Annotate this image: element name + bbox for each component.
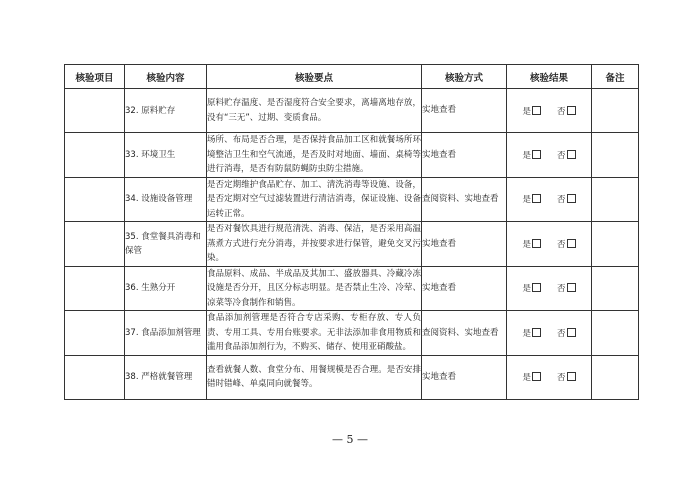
no-checkbox[interactable] xyxy=(567,328,576,337)
header-content: 核验内容 xyxy=(125,65,207,89)
table-row xyxy=(65,133,639,178)
header-result: 核验结果 xyxy=(507,65,592,89)
result-cell xyxy=(507,311,592,356)
method-cell: 实地查看 xyxy=(422,89,507,133)
no-checkbox[interactable] xyxy=(567,372,576,381)
method-cell: 查阅资料、实地查看 xyxy=(422,177,507,222)
no-option[interactable] xyxy=(557,329,576,339)
points-cell: 食品原料、成品、半成品及其加工、盛放器具、冷藏冷冻设施是否分开，且区分标志明显。是否禁止生冷、冷荤、凉菜等冷食制作和销售。 xyxy=(207,266,422,311)
points-cell: 场所、布局是否合理，是否保持食品加工区和就餐场所环境整洁卫生和空气流通，是否及时对地面、墙面、桌椅等进行消毒，是否有防鼠防蝇防虫防尘措施。 xyxy=(207,133,422,178)
yes-label: 是 xyxy=(522,195,531,206)
note-cell xyxy=(592,266,639,311)
no-label: 否 xyxy=(557,150,566,161)
yes-checkbox[interactable] xyxy=(532,283,541,292)
yes-option[interactable] xyxy=(522,373,541,383)
content-cell: 34. 设施设备管理 xyxy=(125,177,207,222)
table-row xyxy=(65,177,639,222)
yes-checkbox[interactable] xyxy=(532,194,541,203)
table-row xyxy=(65,89,639,133)
no-option[interactable] xyxy=(557,151,576,161)
category-cell xyxy=(65,89,125,133)
yes-option[interactable] xyxy=(522,240,541,250)
points-cell: 是否对餐饮具进行规范清洗、消毒、保洁，是否采用高温蒸煮方式进行充分消毒，并按要求进行保管，避免交叉污染。 xyxy=(207,222,422,267)
method-cell: 查阅资料、实地查看 xyxy=(422,311,507,356)
yes-label: 是 xyxy=(522,328,531,339)
no-label: 否 xyxy=(557,195,566,206)
note-cell xyxy=(592,311,639,356)
yes-label: 是 xyxy=(522,150,531,161)
table-row xyxy=(65,222,639,267)
content-cell: 32. 原料贮存 xyxy=(125,89,207,133)
yes-checkbox[interactable] xyxy=(532,239,541,248)
table-row xyxy=(65,355,639,399)
no-option[interactable] xyxy=(557,240,576,250)
yes-label: 是 xyxy=(522,239,531,250)
note-cell xyxy=(592,89,639,133)
yes-checkbox[interactable] xyxy=(532,328,541,337)
no-option[interactable] xyxy=(557,373,576,383)
yes-label: 是 xyxy=(522,373,531,383)
yes-label: 是 xyxy=(522,106,531,117)
category-cell xyxy=(65,311,125,356)
category-cell xyxy=(65,355,125,399)
points-cell: 查看就餐人数、食堂分布、用餐规模是否合理。是否安排错时错峰、单桌同向就餐等。 xyxy=(207,355,422,399)
category-cell xyxy=(65,222,125,267)
category-cell xyxy=(65,266,125,311)
yes-checkbox[interactable] xyxy=(532,372,541,381)
result-cell xyxy=(507,133,592,178)
result-cell xyxy=(507,222,592,267)
yes-option[interactable] xyxy=(522,195,541,205)
yes-checkbox[interactable] xyxy=(532,106,541,115)
no-label: 否 xyxy=(557,239,566,250)
note-cell xyxy=(592,133,639,178)
header-item: 核验项目 xyxy=(65,65,125,89)
content-cell: 36. 生熟分开 xyxy=(125,266,207,311)
content-cell: 33. 环境卫生 xyxy=(125,133,207,178)
yes-option[interactable] xyxy=(522,329,541,339)
category-cell xyxy=(65,177,125,222)
result-cell xyxy=(507,177,592,222)
result-cell xyxy=(507,89,592,133)
no-checkbox[interactable] xyxy=(567,239,576,248)
table-row xyxy=(65,266,639,311)
method-cell: 实地查看 xyxy=(422,133,507,178)
note-cell xyxy=(592,222,639,267)
no-label: 否 xyxy=(557,106,566,117)
content-cell: 38. 严格就餐管理 xyxy=(125,355,207,399)
no-option[interactable] xyxy=(557,195,576,205)
yes-option[interactable] xyxy=(522,107,541,117)
no-checkbox[interactable] xyxy=(567,106,576,115)
no-checkbox[interactable] xyxy=(567,283,576,292)
points-cell: 食品添加剂管理是否符合专店采购、专柜存放、专人负责、专用工具、专用台账要求。无非法添加非食用物质和滥用食品添加剂行为，不购买、储存、使用亚硝酸盐。 xyxy=(207,311,422,356)
no-option[interactable] xyxy=(557,107,576,117)
note-cell xyxy=(592,355,639,399)
table-row xyxy=(65,311,639,356)
inspection-table xyxy=(64,64,639,400)
no-label: 否 xyxy=(557,284,566,295)
category-cell xyxy=(65,133,125,178)
no-option[interactable] xyxy=(557,284,576,294)
points-cell: 是否定期维护食品贮存、加工、清洗消毒等设施、设备，是否定期对空气过滤装置进行清洁消毒，保证设施、设备运转正常。 xyxy=(207,177,422,222)
no-label: 否 xyxy=(557,328,566,339)
no-checkbox[interactable] xyxy=(567,150,576,159)
page-number: — 5 — xyxy=(332,433,368,446)
header-points: 核验要点 xyxy=(207,65,422,89)
header-note: 备注 xyxy=(592,65,639,89)
yes-option[interactable] xyxy=(522,151,541,161)
result-cell xyxy=(507,266,592,311)
points-cell: 原料贮存温度、是否湿度符合安全要求，离墙离地存放，没有“三无”、过期、变质食品。 xyxy=(207,89,422,133)
yes-label: 是 xyxy=(522,284,531,295)
method-cell: 实地查看 xyxy=(422,355,507,399)
method-cell: 实地查看 xyxy=(422,266,507,311)
no-checkbox[interactable] xyxy=(567,194,576,203)
no-label: 否 xyxy=(557,373,566,383)
method-cell: 实地查看 xyxy=(422,222,507,267)
table-header-row xyxy=(65,65,639,89)
header-method: 核验方式 xyxy=(422,65,507,89)
result-cell xyxy=(507,355,592,399)
yes-option[interactable] xyxy=(522,284,541,294)
note-cell xyxy=(592,177,639,222)
content-cell: 35. 食堂餐具消毒和保管 xyxy=(125,222,207,267)
yes-checkbox[interactable] xyxy=(532,150,541,159)
content-cell: 37. 食品添加剂管理 xyxy=(125,311,207,356)
